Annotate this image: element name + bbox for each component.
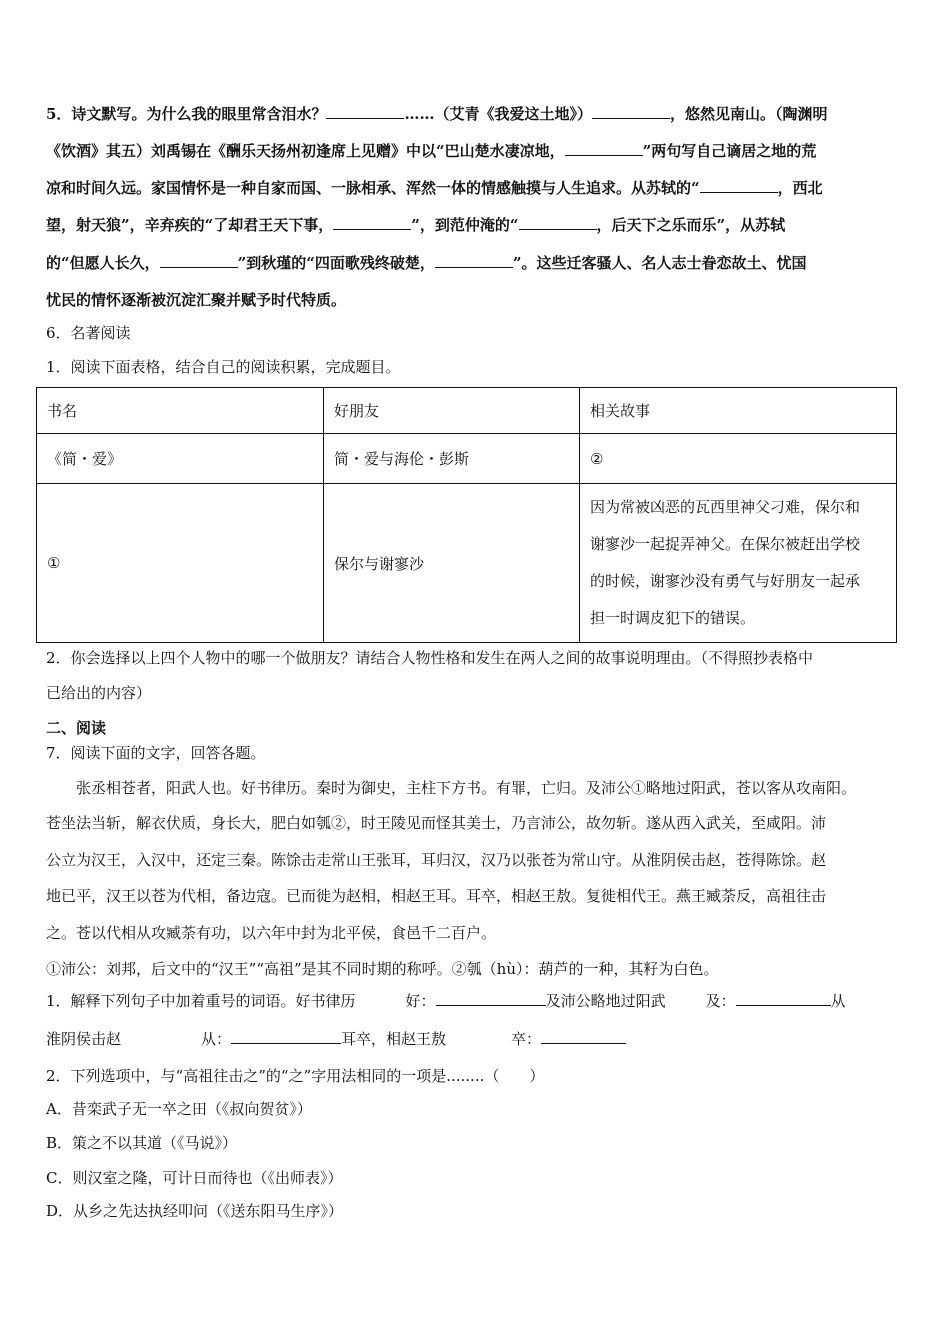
- header-cell: 好朋友: [324, 388, 580, 434]
- table-cell: ②: [580, 434, 897, 484]
- q6-sub2: 2．你会选择以上四个人物中的哪一个做朋友？请结合人物性格和发生在两人之间的故事说明理由。（不得照抄表格中: [46, 649, 814, 667]
- table-cell: 《简・爱》: [37, 434, 324, 484]
- passage-line: 张丞相苍者，阳武人也。好书律历。秦时为御史，主柱下方书。有罪，亡归。及沛公①略地过阳武，苍以客从攻南阳。: [76, 779, 857, 797]
- footnote: ①沛公：刘邦，后文中的“汉王”“高祖”是其不同时期的称呼。②瓠（hù）：葫芦的一种，其籽为白色。: [46, 960, 719, 978]
- table-cell: 保尔与谢寥沙: [324, 484, 580, 643]
- header-cell: 书名: [37, 388, 324, 434]
- q5-line: 望，射天狼”，辛弃疾的“了却君王天下事， ”，到范仲淹的“ ，后天下之乐而乐”，从苏轼: [46, 216, 786, 234]
- passage-line: 之。苍以代相从攻臧荼有功，以六年中封为北平侯，食邑千二百户。: [46, 924, 497, 942]
- table-cell: 简・爱与海伦・彭斯: [324, 434, 580, 484]
- passage-line: 地已平，汉王以苍为代相，备边寇。已而徙为赵相，相赵王耳。耳卒，相赵王敖。复徙相代王。燕王臧荼反，高祖往击: [46, 887, 827, 905]
- book-table: [36, 387, 897, 643]
- story-line: 担一时调皮犯下的错误。: [590, 609, 756, 627]
- q7-title: 7．阅读下面的文字，回答各题。: [46, 744, 266, 762]
- q5-line: 的“但愿人长久， ”到秋瑾的“四面歌残终破楚， ”。这些迁客骚人、名人志士眷恋故土、忧国: [46, 254, 807, 272]
- option-a: A．昔栾武子无一卒之田（《叔向贺贫》）: [46, 1100, 312, 1118]
- option-c: C．则汉室之隆，可计日而待也（《出师表》）: [46, 1169, 343, 1187]
- table-row: [37, 484, 897, 643]
- option-d: D．从乡之先达执经叩问（《送东阳马生序》）: [46, 1202, 344, 1220]
- table-header-row: [37, 388, 897, 434]
- table-cell: ①: [37, 484, 324, 643]
- q6-sub1: 1．阅读下面表格，结合自己的阅读积累，完成题目。: [46, 358, 401, 376]
- story-line: 谢寥沙一起捉弄神父。在保尔被赶出学校: [590, 535, 861, 553]
- section-heading: 二、阅读: [46, 719, 107, 737]
- q7-q1-cont: 淮阴侯击赵 从： 耳卒，相赵王敖 卒：: [46, 1028, 626, 1049]
- q6-sub2: 已给出的内容）: [46, 684, 152, 702]
- passage-line: 公立为汉王，入汉中，还定三秦。陈馀击走常山王张耳，耳归汉，汉乃以张苍为常山守。从淮阴侯击赵，苍得陈馀。赵: [46, 851, 827, 869]
- q6-title: 6．名著阅读: [46, 324, 131, 342]
- q5-line: 《饮酒》其五）刘禹锡在《酬乐天扬州初逢席上见赠》中以“巴山楚水凄凉地， ”两句写自己谪居之地的荒: [46, 142, 817, 160]
- table-cell-story: [580, 484, 897, 643]
- story-line: 因为常被凶恶的瓦西里神父刁难，保尔和: [590, 498, 861, 516]
- q5-line: 5．诗文默写。为什么我的眼里常含泪水？ ……（艾青《我爱这土地》） ，悠然见南山。（陶渊明: [46, 105, 828, 123]
- passage-line: 苍坐法当斩，解衣伏质，身长大，肥白如瓠②，时王陵见而怪其美士，乃言沛公，故勿斩。遂从西入武关，至咸阳。沛: [46, 814, 827, 832]
- q5-line: 凉和时间久远。家国情怀是一种自家而国、一脉相承、浑然一体的情感触摸与人生追求。从苏轼的“ ，西北: [46, 179, 823, 197]
- story-line: 的时候，谢寥沙没有勇气与好朋友一起承: [590, 572, 861, 590]
- q7-q2: 2．下列选项中，与“高祖往击之”的“之”字用法相同的一项是........（ ）: [46, 1067, 545, 1085]
- table-row: [37, 434, 897, 484]
- option-b: B．策之不以其道（《马说》）: [46, 1134, 238, 1152]
- header-cell: 相关故事: [580, 388, 897, 434]
- q7-q1: 1．解释下列句子中加着重号的词语。好书律历 好： 及沛公略地过阳武 及： 从: [46, 992, 846, 1010]
- q5-line: 忧民的情怀逐渐被沉淀汇聚并赋予时代特质。: [46, 291, 347, 309]
